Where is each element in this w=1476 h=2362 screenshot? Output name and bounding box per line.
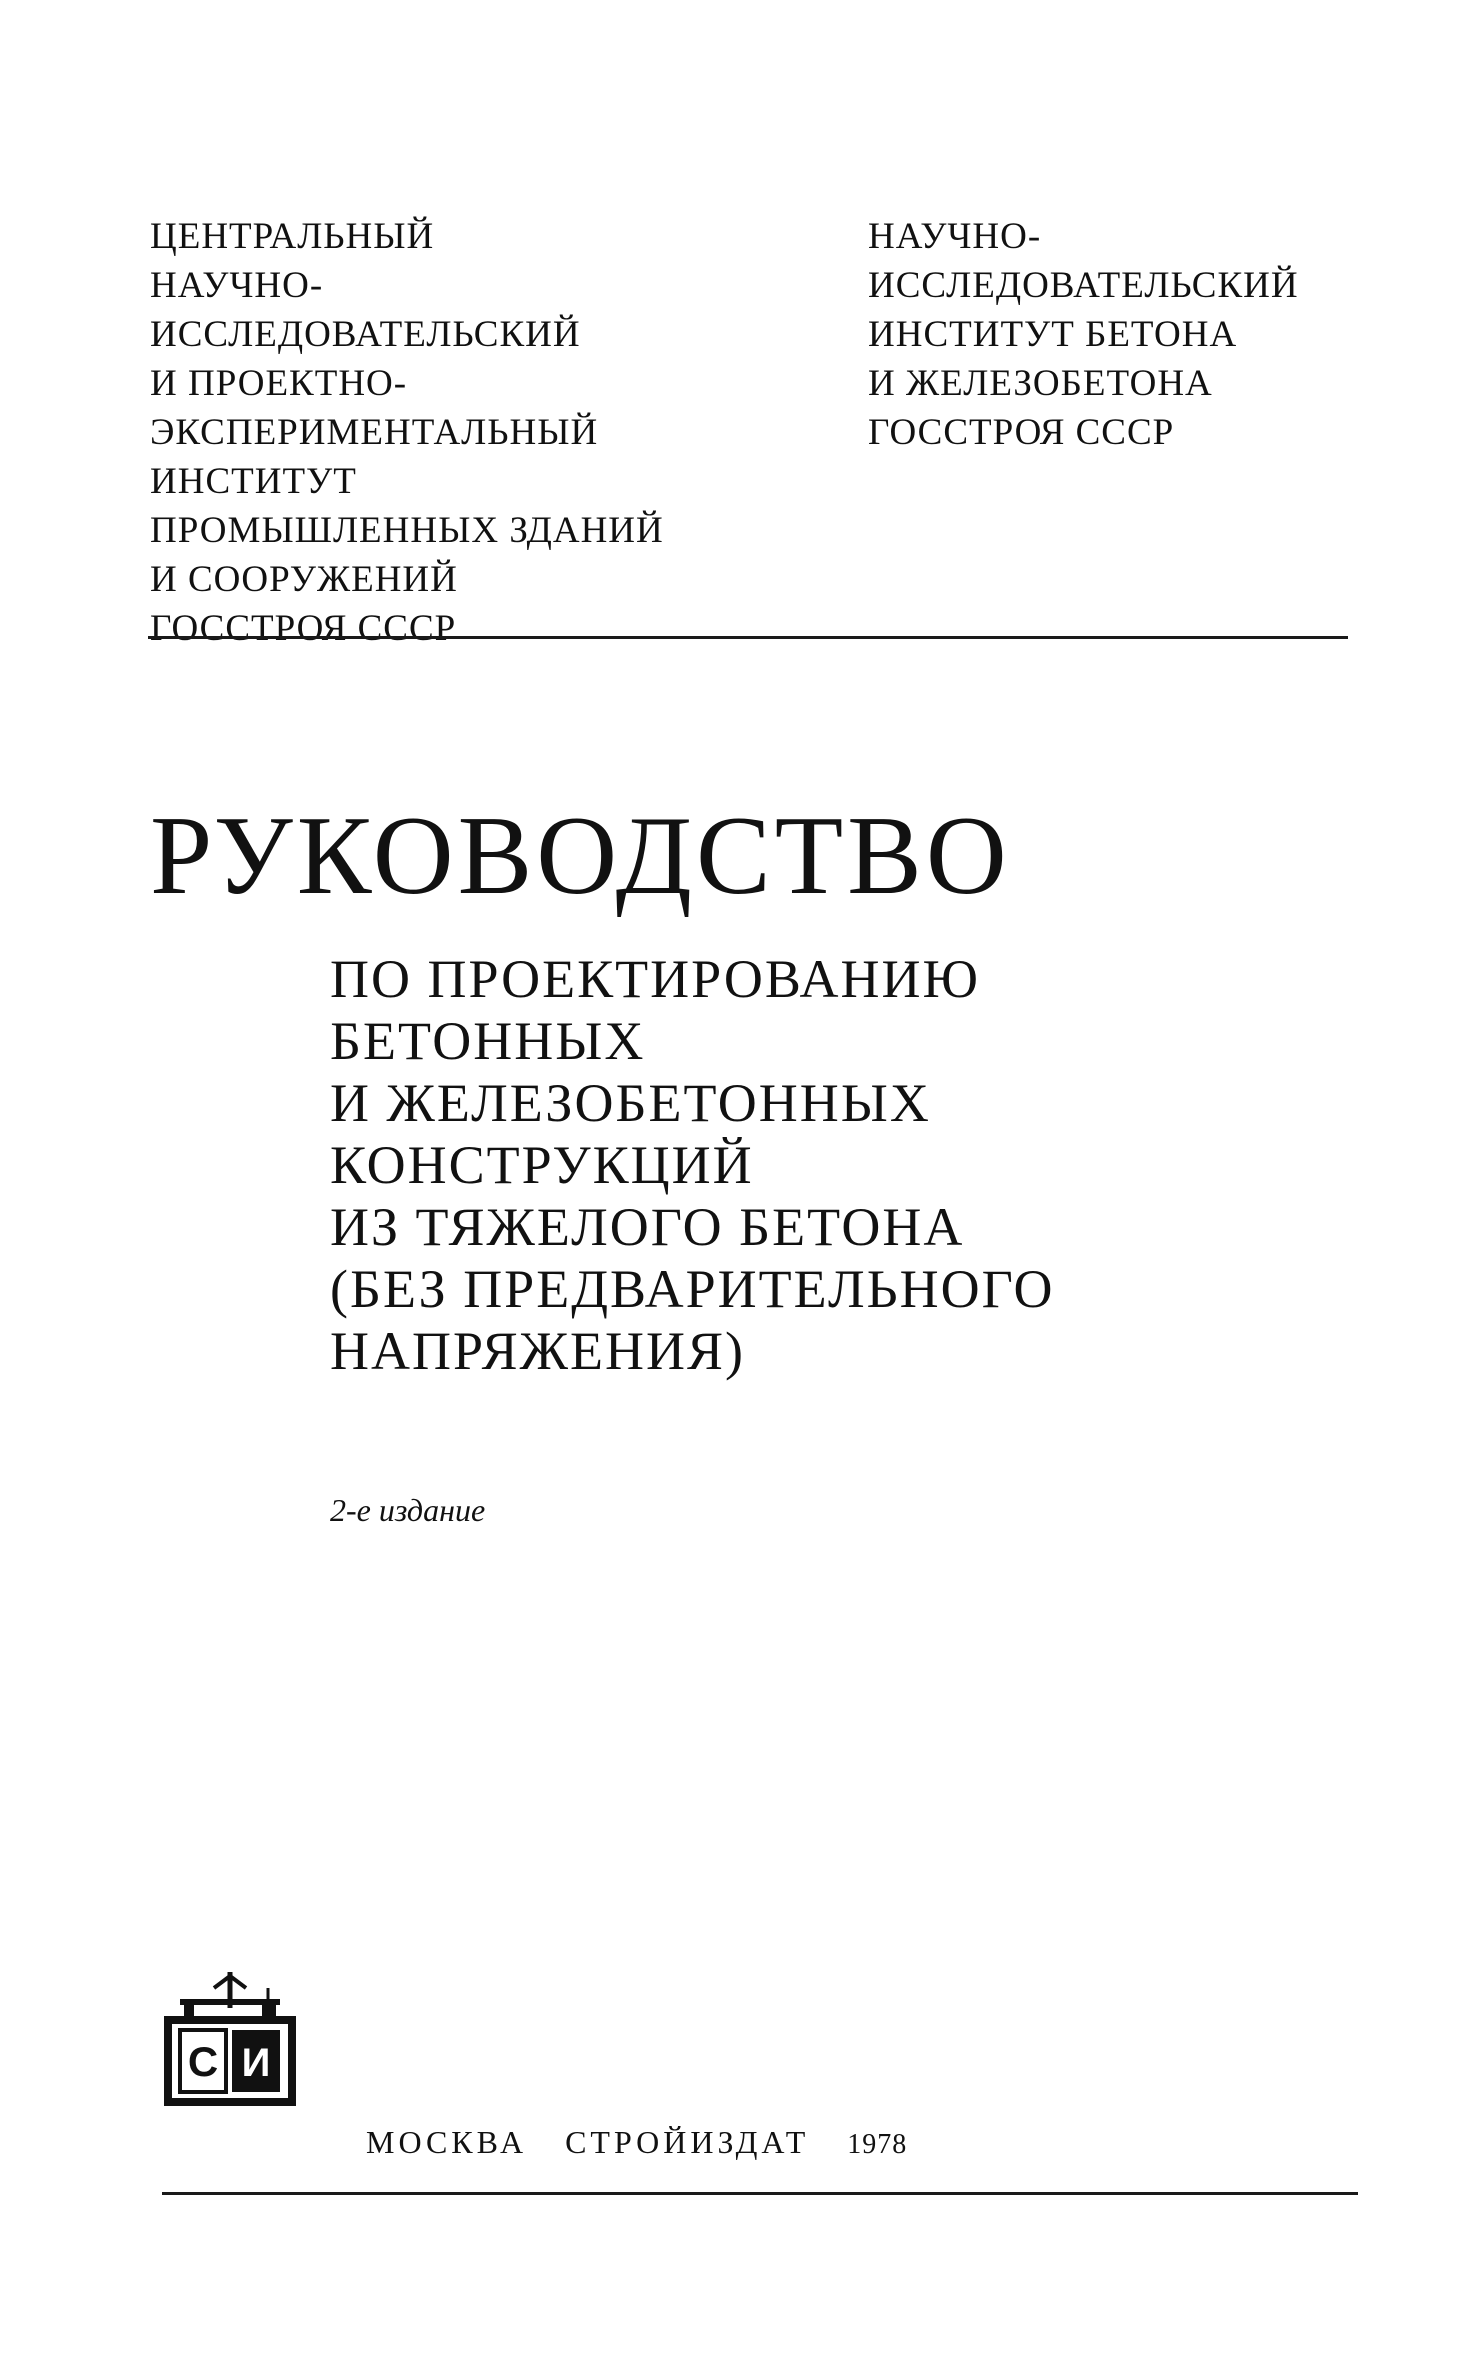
subtitle-line: (БЕЗ ПРЕДВАРИТЕЛЬНОГО (330, 1259, 1055, 1319)
right-institute-line: ИНСТИТУТ БЕТОНА (868, 314, 1238, 355)
imprint-year: 1978 (847, 2129, 908, 2160)
left-institute-line: ГОССТРОЯ СССР (150, 608, 457, 649)
top-divider (148, 636, 1348, 639)
imprint-city: МОСКВА (366, 2124, 528, 2160)
logo-letter-i: И (241, 2041, 271, 2085)
subtitle-line: ИЗ ТЯЖЕЛОГО БЕТОНА (330, 1197, 965, 1257)
imprint-line (366, 2122, 907, 2165)
subtitle-line: БЕТОННЫХ (330, 1011, 646, 1071)
right-institute-line: И ЖЕЛЕЗОБЕТОНА (868, 363, 1213, 404)
left-institute-line: ПРОМЫШЛЕННЫХ ЗДАНИЙ (150, 510, 664, 551)
left-institute-block (150, 212, 664, 653)
stroyizdat-logo-icon (162, 1968, 298, 2106)
right-institute-line: ГОССТРОЯ СССР (868, 412, 1175, 453)
subtitle-line: И ЖЕЛЕЗОБЕТОННЫХ (330, 1073, 931, 1133)
left-institute-line: ИНСТИТУТ (150, 461, 357, 502)
left-institute-line: ИССЛЕДОВАТЕЛЬСКИЙ (150, 314, 581, 355)
left-institute-line: ЦЕНТРАЛЬНЫЙ (150, 216, 435, 257)
bottom-divider (162, 2192, 1358, 2195)
right-institute-line: НАУЧНО- (868, 216, 1042, 257)
right-institute-line: ИССЛЕДОВАТЕЛЬСКИЙ (868, 265, 1299, 306)
right-institute-block (868, 212, 1299, 457)
imprint-publisher: СТРОЙИЗДАТ (565, 2124, 810, 2160)
subtitle-line: КОНСТРУКЦИЙ (330, 1135, 754, 1195)
left-institute-line: ЭКСПЕРИМЕНТАЛЬНЫЙ (150, 412, 599, 453)
logo-letter-c: С (187, 2038, 219, 2085)
left-institute-line: НАУЧНО- (150, 265, 324, 306)
edition-label: 2-е издание (330, 1492, 486, 1528)
left-institute-line: И ПРОЕКТНО- (150, 363, 408, 404)
left-institute-line: И СООРУЖЕНИЙ (150, 559, 458, 600)
subtitle-line: ПО ПРОЕКТИРОВАНИЮ (330, 949, 980, 1009)
main-title: РУКОВОДСТВО (150, 794, 1011, 918)
subtitle-block (330, 948, 1054, 1382)
subtitle-line: НАПРЯЖЕНИЯ) (330, 1321, 746, 1381)
